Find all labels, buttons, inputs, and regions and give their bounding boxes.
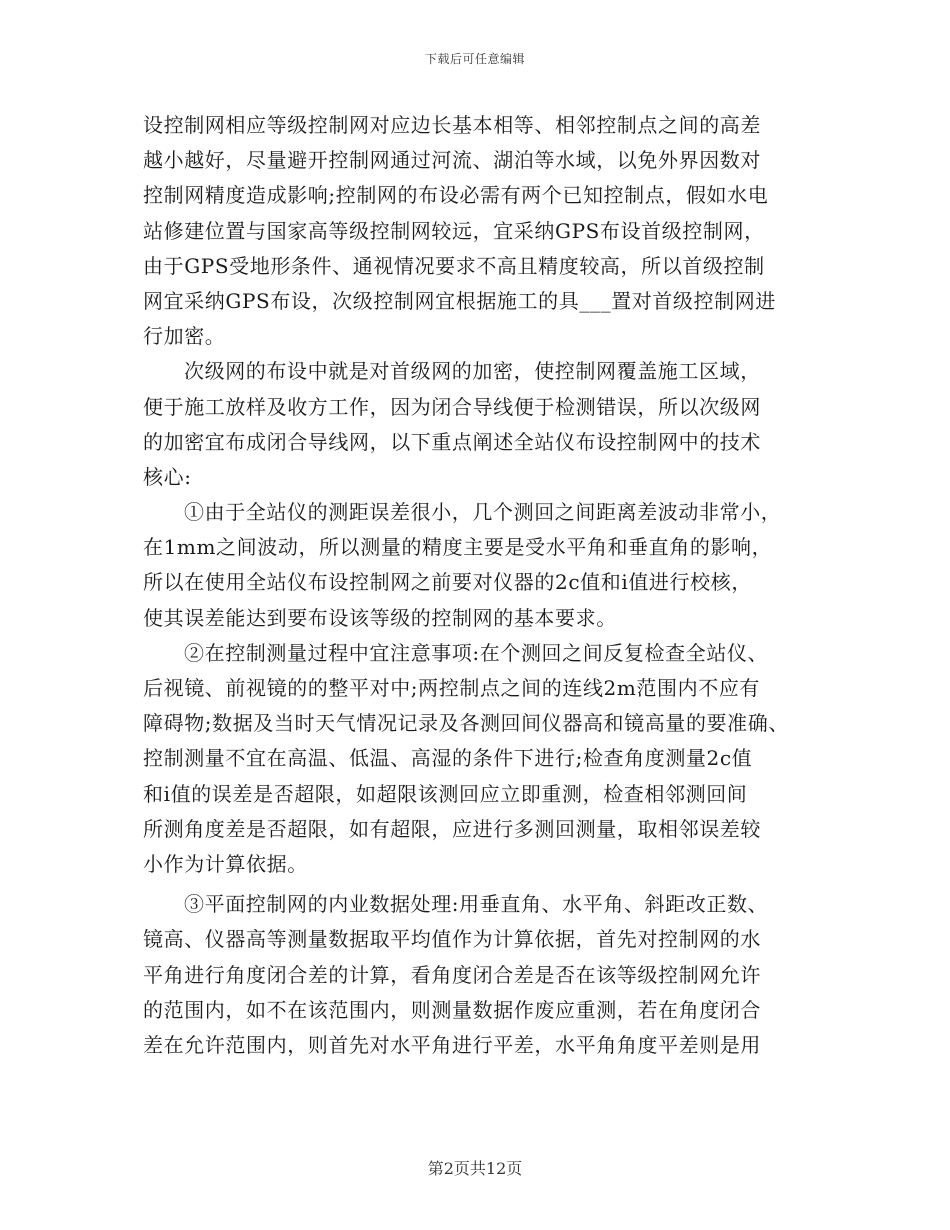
text-line: 镜高、仪器高等测量数据取平均值作为计算依据，首先对控制网的水	[143, 927, 761, 952]
text-line: 站修建位置与国家高等级控制网较远，宜采纳GPS布设首级控制网，	[143, 218, 765, 243]
text-line: ③平面控制网的内业数据处理:用垂直角、水平角、斜距改正数、	[184, 892, 769, 917]
text-line: 核心:	[143, 464, 192, 489]
text-line: 行加密。	[143, 324, 226, 349]
text-line: 的加密宜布成闭合导线网，以下重点阐述全站仪布设控制网中的技术	[143, 429, 761, 454]
text-line: 在1mm之间波动，所以测量的精度主要是受水平角和垂直角的影响，	[143, 535, 773, 560]
text-line: 控制测量不宜在高温、低温、高湿的条件下进行;检查角度测量2c值	[143, 746, 753, 771]
text-line: 越小越好，尽量避开控制网通过河流、湖泊等水域，以免外界因数对	[143, 148, 761, 173]
paragraph-4	[143, 636, 823, 882]
text-line: 差在允许范围内，则首先对水平角进行平差，水平角角度平差则是用	[143, 1032, 761, 1057]
text-line: 平角进行角度闭合差的计算，看角度闭合差是否在该等级控制网允许	[143, 962, 761, 987]
text-line: 使其误差能达到要布设该等级的控制网的基本要求。	[143, 605, 617, 630]
text-line: 所以在使用全站仪布设控制网之前要对仪器的2c值和i值进行校核，	[143, 570, 752, 595]
text-line: 由于GPS受地形条件、通视情况要求不高且精度较高，所以首级控制	[143, 253, 765, 278]
text-line: 所测角度差是否超限，如有超限，应进行多测回测量，取相邻误差较	[143, 816, 761, 841]
text-line: 次级网的布设中就是对首级网的加密，使控制网覆盖施工区域，	[184, 359, 761, 384]
document-body	[143, 108, 823, 1063]
text-line: ①由于全站仪的测距误差很小，几个测回之间距离差波动非常小，	[184, 500, 782, 525]
paragraph-5	[143, 887, 823, 1063]
text-line: 后视镜、前视镜的的整平对中;两控制点之间的连线2m范围内不应有	[143, 676, 761, 700]
paragraph-1	[143, 108, 823, 354]
text-line: 障碍物;数据及当时天气情况记录及各测回间仪器高和镜高量的要准确、	[143, 711, 789, 736]
text-line: 小作为计算依据。	[143, 851, 308, 876]
page-footer: 第2页共12页	[427, 1159, 523, 1178]
paragraph-2	[143, 354, 823, 495]
text-line: 便于施工放样及收方工作，因为闭合导线便于检测错误，所以次级网	[143, 394, 761, 419]
text-line: ②在控制测量过程中宜注意事项:在个测回之间反复检查全站仪、	[184, 640, 769, 665]
text-line: 网宜采纳GPS布设，次级控制网宜根据施工的具___置对首级控制网进	[143, 288, 776, 313]
paragraph-3	[143, 495, 823, 636]
text-line: 控制网精度造成影响;控制网的布设必需有两个已知控制点，假如水电	[143, 183, 769, 208]
text-line: 和i值的误差是否超限，如超限该测回应立即重测，检查相邻测回间	[143, 781, 748, 806]
page-header: 下载后可任意编辑	[424, 52, 525, 66]
text-line: 设控制网相应等级控制网对应边长基本相等、相邻控制点之间的高差	[143, 113, 761, 137]
text-line: 的范围内，如不在该范围内，则测量数据作废应重测，若在角度闭合	[143, 997, 761, 1022]
